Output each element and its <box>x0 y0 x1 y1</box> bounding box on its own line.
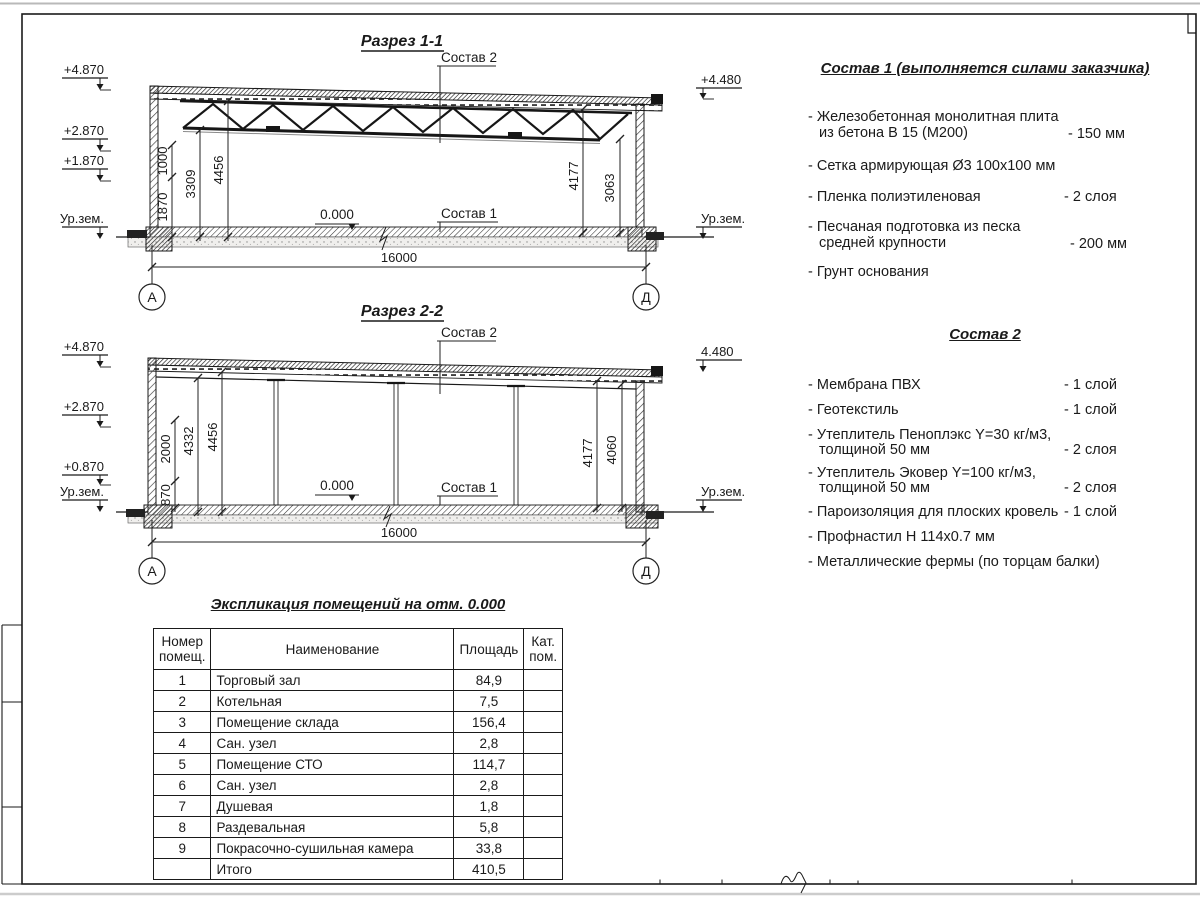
zero-level-label: 0.000 <box>320 207 354 222</box>
span-16000: 16000 <box>380 250 418 265</box>
elev-1870: +1.870 <box>63 153 104 168</box>
header-area: Площадь <box>454 629 524 670</box>
dim-4177: 4177 <box>566 161 581 191</box>
sostav1-line: из бетона В 15 (М200) <box>819 125 968 141</box>
sostav2-line: толщиной 50 мм <box>819 480 931 496</box>
roof-2 <box>148 358 663 389</box>
sostav1-line: - Грунт основания <box>808 264 929 280</box>
section-1-1 <box>60 33 745 310</box>
sostav1-callout: Состав 1 <box>441 480 497 495</box>
axis-letter-d: Д <box>641 289 651 305</box>
wall-right <box>636 381 644 512</box>
elev-2870: +2.870 <box>63 399 104 414</box>
roof-end-cap <box>651 366 663 376</box>
table-row: 2 Котельная 7,5 <box>154 691 563 712</box>
axis-letter-a: А <box>147 563 157 579</box>
room-schedule-title: Экспликация помещений на отм. 0.000 <box>210 596 506 613</box>
sostav1-value: - 2 слоя <box>1064 189 1117 205</box>
ground-label-right: Ур.зем. <box>701 484 746 499</box>
foundation-left <box>146 227 172 251</box>
sostav1-line: - Железобетонная монолитная плита <box>808 109 1059 125</box>
elev-0870: +0.870 <box>63 459 104 474</box>
foundation-left <box>144 505 172 528</box>
elevation-marks-left <box>60 62 111 239</box>
sostav2-line: - Утеплитель Эковер Y=100 кг/м3, <box>808 465 1036 481</box>
dim-4332: 4332 <box>181 426 196 456</box>
sostav1-line: средней крупности <box>819 235 947 251</box>
span-axes-1 <box>139 245 659 310</box>
sostav2-line: - Мембрана ПВХ <box>808 377 921 393</box>
sostav2-panel-title: Состав 2 <box>949 326 1021 343</box>
sostav2-value: - 2 слоя <box>1064 442 1117 458</box>
dim-1000: 1000 <box>155 146 170 176</box>
table-row: 9 Покрасочно-сушильная камера 33,8 <box>154 838 563 859</box>
elevation-marks-right <box>696 72 745 239</box>
sostav2-line: - Профнастил Н 114х0.7 мм <box>808 529 995 545</box>
sostav2-line: толщиной 50 мм <box>819 442 931 458</box>
dimensions-1 <box>155 97 624 241</box>
elevation-marks-right <box>696 344 745 512</box>
table-total-row: Итого 410,5 <box>154 859 563 880</box>
dim-1870: 1870 <box>155 192 170 222</box>
table-row: 1 Торговый зал 84,9 <box>154 670 563 691</box>
titleblock-top-edge-marks <box>660 872 1072 893</box>
zero-level-label: 0.000 <box>320 478 354 493</box>
sostav2-line: - Пароизоляция для плоских кровель <box>808 504 1059 520</box>
sostav2-line: - Утеплитель Пеноплэкс Y=30 кг/м3, <box>808 427 1052 443</box>
sostav2-value: - 1 слой <box>1064 377 1117 393</box>
dim-4456: 4456 <box>211 155 226 185</box>
section-2-2 <box>60 303 745 584</box>
sostav1-line: - Песчаная подготовка из песка <box>808 219 1021 235</box>
sostav1-panel-title: Состав 1 (выполняется силами заказчика) <box>820 60 1150 77</box>
header-room-number: Номер помещ. <box>154 629 211 670</box>
footing-stub-left <box>127 230 147 238</box>
gusset-plate <box>508 132 522 138</box>
dim-4060: 4060 <box>604 435 619 465</box>
sostav1-value: - 200 мм <box>1070 236 1128 252</box>
dim-2000: 2000 <box>158 434 173 464</box>
header-name: Наименование <box>211 629 454 670</box>
table-row: 4 Сан. узел 2,8 <box>154 733 563 754</box>
header-category: Кат. пом. <box>524 629 563 670</box>
elev-4870: +4.870 <box>63 62 104 77</box>
footing-stub-right <box>646 511 664 519</box>
sostav2-callout: Состав 2 <box>441 50 497 65</box>
floor-1 <box>116 227 714 251</box>
sostav2-line: - Металлические фермы (по торцам балки) <box>808 554 1100 570</box>
elev-4480: +4.480 <box>701 72 742 87</box>
ground-label-left: Ур.зем. <box>59 484 104 499</box>
table-row: 7 Душевая 1,8 <box>154 796 563 817</box>
sostav2-value: - 1 слой <box>1064 402 1117 418</box>
table-row: 3 Помещение склада 156,4 <box>154 712 563 733</box>
table-header-row <box>154 629 563 670</box>
span-axes-2 <box>139 520 659 584</box>
wall-right <box>636 104 644 227</box>
elevation-marks-left <box>60 339 111 512</box>
sostav1-line: - Пленка полиэтиленовая <box>808 189 981 205</box>
leader-labels-1 <box>315 50 498 232</box>
dim-4177: 4177 <box>580 438 595 468</box>
dim-4456: 4456 <box>205 422 220 452</box>
sostav1-value: - 150 мм <box>1068 126 1126 142</box>
room-schedule-table <box>153 628 563 880</box>
elev-4480: 4.480 <box>701 344 734 359</box>
table-row: 8 Раздевальная 5,8 <box>154 817 563 838</box>
dimensions-2 <box>158 368 626 516</box>
ground-label-left: Ур.зем. <box>59 211 104 226</box>
elev-2870: +2.870 <box>63 123 104 138</box>
dim-3063: 3063 <box>602 173 617 203</box>
dim-870: 870 <box>158 484 173 506</box>
axis-letter-d: Д <box>641 563 651 579</box>
sostav1-line: - Сетка армирующая Ø3 100х100 мм <box>808 158 1056 174</box>
footing-stub-left <box>126 509 145 517</box>
sostav2-value: - 1 слой <box>1064 504 1117 520</box>
axis-letter-a: А <box>147 289 157 305</box>
section1-title: Разрез 1-1 <box>360 33 444 50</box>
footing-stub-right <box>646 232 664 240</box>
wall-left <box>148 358 156 505</box>
leader-labels-2 <box>315 325 498 505</box>
ground-label-right: Ур.зем. <box>701 211 746 226</box>
sostav2-value: - 2 слоя <box>1064 480 1117 496</box>
sostav2-line: - Геотекстиль <box>808 402 899 418</box>
table-row: 5 Помещение СТО 114,7 <box>154 754 563 775</box>
section2-title: Разрез 2-2 <box>360 303 444 320</box>
roof-end-cap <box>651 94 663 104</box>
table-row: 6 Сан. узел 2,8 <box>154 775 563 796</box>
dim-3309: 3309 <box>183 169 198 199</box>
elev-4870: +4.870 <box>63 339 104 354</box>
signature-scribble <box>781 872 806 893</box>
sostav1-callout: Состав 1 <box>441 206 497 221</box>
span-16000: 16000 <box>380 525 418 540</box>
gusset-plate <box>266 126 280 132</box>
sostav2-callout: Состав 2 <box>441 325 497 340</box>
